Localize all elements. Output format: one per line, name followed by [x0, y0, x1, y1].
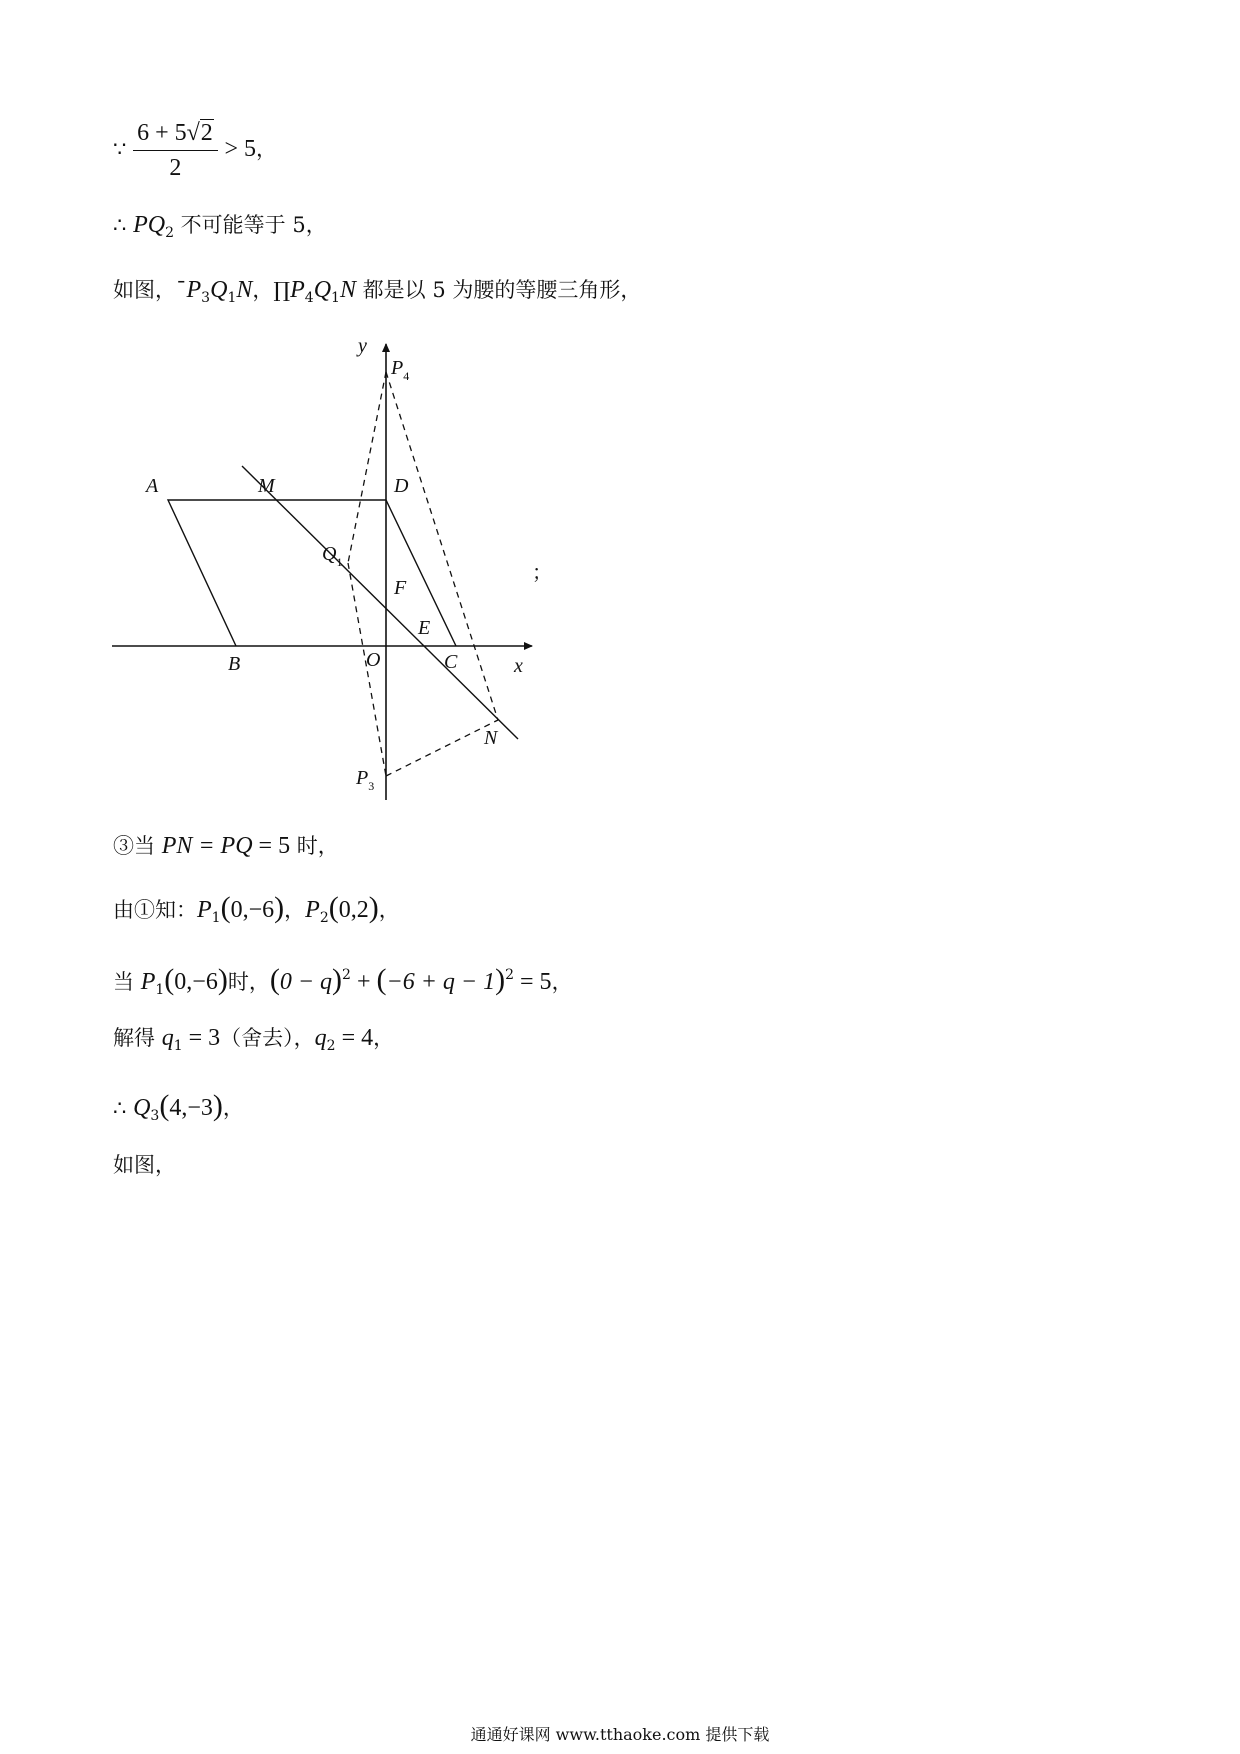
- label-n: N: [484, 727, 498, 749]
- therefore-symbol: ∴: [113, 213, 127, 237]
- dashed-p4-q1: [348, 372, 386, 563]
- line-equation: 当 $P_1(0,-6)$时，$(0 - q)^2 + (-6 + q - 1)^2 = 5$，: [113, 963, 573, 998]
- dashed-p3-n: [386, 720, 498, 776]
- fraction: $\frac{6 + 5√2}{2}$: [133, 118, 218, 183]
- dashed-p4-n: [386, 372, 498, 720]
- triangle-mark: ¯: [176, 278, 187, 302]
- label-d: D: [394, 475, 409, 497]
- page-footer: 通通好课网 www.tthaoke.com 提供下载: [470, 1725, 770, 1744]
- label-f: F: [394, 577, 407, 599]
- because-symbol: ∵: [113, 137, 127, 161]
- parallelogram-abcd: [168, 500, 456, 646]
- line-from-case-1: 由①知：$P_1(0,-6)$，$P_2(0,2)$，: [113, 891, 400, 926]
- comparison: > 5: [224, 136, 257, 162]
- label-c: C: [444, 651, 458, 673]
- geometry-figure: [100, 330, 540, 800]
- figure-semicolon: ；: [532, 560, 552, 584]
- label-q1: $Q_1$: [322, 543, 343, 569]
- line-solution: 解得 $q_1 = 3$（舍去），$q_2 = 4$，: [113, 1025, 395, 1054]
- line-isosceles-statement: 如图，$¯P_3Q_1N$，$\prod P_4Q_1N$ 都是以 5 为腰的等腰三角形，: [113, 277, 642, 306]
- label-b: B: [228, 653, 241, 675]
- label-e: E: [418, 617, 431, 639]
- line-mn: [242, 466, 518, 739]
- label-a: A: [146, 475, 159, 497]
- line-as-shown: 如图，: [113, 1153, 176, 1177]
- label-o: O: [366, 649, 381, 671]
- line-inequality: ∵ $\frac{6 + 5√2}{2}$ > 5，: [113, 120, 278, 181]
- line-case-3: ③当 PN = PQ = 5 时，: [113, 833, 339, 859]
- line-q3: ∴ $Q_3(4,-3)$，: [113, 1089, 244, 1124]
- label-p3: $P_3$: [356, 767, 375, 793]
- label-m: M: [258, 475, 275, 497]
- label-y: y: [358, 335, 367, 357]
- triangle-mark: ∏: [273, 278, 291, 302]
- therefore-symbol: ∴: [113, 1096, 127, 1120]
- label-x: x: [514, 655, 523, 677]
- label-p4: $P_4$: [391, 357, 410, 383]
- line-conclusion-pq2: ∴ $PQ_2$ 不可能等于 5，: [113, 212, 327, 241]
